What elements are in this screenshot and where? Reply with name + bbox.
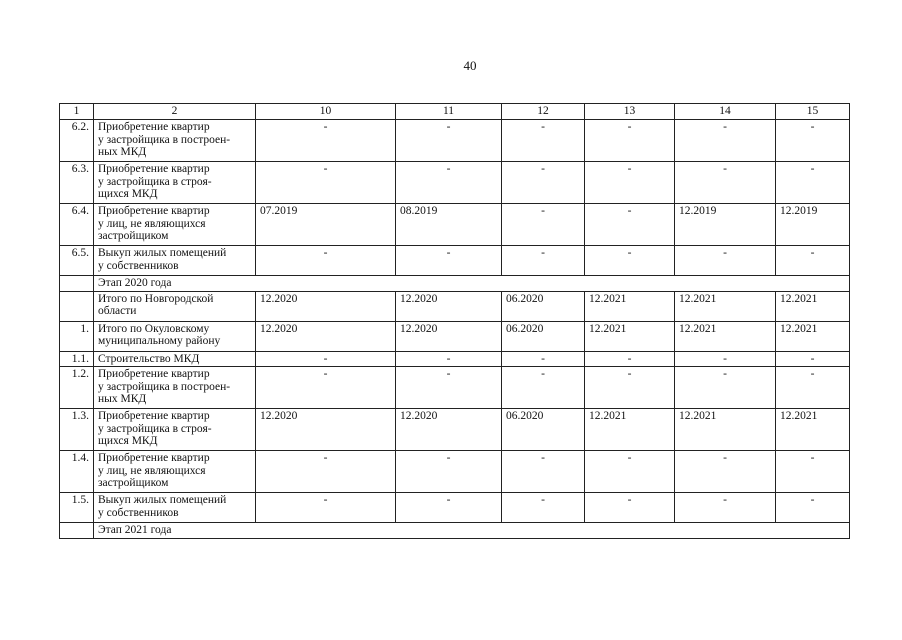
value-cell: - [585,162,675,204]
stage-label: Этап 2021 года [94,523,850,539]
row-label: Выкуп жилых помещений у собственников [94,246,256,276]
row-number: 1.5. [60,493,94,523]
value-cell: 12.2020 [256,409,396,451]
value-cell: - [396,367,502,409]
table-row [60,451,850,493]
value-cell: - [585,120,675,162]
value-cell: 12.2020 [396,321,502,351]
table-row [60,493,850,523]
value-cell: 12.2021 [776,409,850,451]
value-cell: - [776,367,850,409]
column-header: 14 [675,104,776,120]
value-cell: - [675,367,776,409]
value-cell: - [675,120,776,162]
row-label: Итого по Окуловскому муниципальному району [94,321,256,351]
value-cell: - [675,162,776,204]
value-cell: - [585,204,675,246]
value-cell: - [585,246,675,276]
value-cell: - [675,351,776,367]
value-cell: 06.2020 [502,291,585,321]
resettlement-schedule-table [59,103,850,539]
value-cell: - [776,162,850,204]
value-cell: - [256,493,396,523]
row-label: Приобретение квартир у застройщика в строя- щихся МКД [94,409,256,451]
row-label: Итого по Новгородской области [94,291,256,321]
value-cell: 12.2019 [776,204,850,246]
value-cell: - [256,246,396,276]
value-cell: - [585,451,675,493]
value-cell: 12.2021 [675,409,776,451]
value-cell: - [585,493,675,523]
table-row [60,367,850,409]
stage-label: Этап 2020 года [94,276,850,292]
stage-row [60,276,850,292]
value-cell: - [396,351,502,367]
value-cell: - [256,351,396,367]
row-label: Приобретение квартир у застройщика в построен- ных МКД [94,367,256,409]
value-cell: - [502,204,585,246]
value-cell: 12.2021 [776,321,850,351]
value-cell: - [776,451,850,493]
value-cell: - [396,120,502,162]
row-label: Приобретение квартир у лиц, не являющихся застройщиком [94,204,256,246]
value-cell: - [585,367,675,409]
value-cell: 12.2020 [396,409,502,451]
value-cell: 12.2021 [585,291,675,321]
row-number: 1.2. [60,367,94,409]
value-cell: - [256,162,396,204]
value-cell: 06.2020 [502,321,585,351]
table-row [60,291,850,321]
row-number [60,291,94,321]
table-row [60,351,850,367]
value-cell: - [396,493,502,523]
value-cell: 07.2019 [256,204,396,246]
value-cell: 06.2020 [502,409,585,451]
value-cell: - [502,246,585,276]
value-cell: 12.2020 [256,321,396,351]
table-row [60,162,850,204]
column-header: 2 [94,104,256,120]
value-cell: 12.2021 [585,409,675,451]
row-number: 6.4. [60,204,94,246]
value-cell: - [502,351,585,367]
row-number: 1.1. [60,351,94,367]
row-number: 6.2. [60,120,94,162]
row-label: Приобретение квартир у лиц, не являющихся застройщиком [94,451,256,493]
row-number: 1. [60,321,94,351]
value-cell: - [776,351,850,367]
row-label: Строительство МКД [94,351,256,367]
table-row [60,409,850,451]
value-cell: 12.2021 [776,291,850,321]
value-cell: 12.2021 [675,291,776,321]
table-row [60,246,850,276]
header-row [60,104,850,120]
row-number: 1.4. [60,451,94,493]
stage-num-cell [60,523,94,539]
column-header: 10 [256,104,396,120]
row-number: 1.3. [60,409,94,451]
value-cell: 12.2021 [585,321,675,351]
table-row [60,120,850,162]
value-cell: - [585,351,675,367]
value-cell: - [675,246,776,276]
value-cell: 12.2019 [675,204,776,246]
value-cell: 12.2020 [396,291,502,321]
column-header: 11 [396,104,502,120]
value-cell: - [396,162,502,204]
value-cell: - [502,367,585,409]
value-cell: - [675,493,776,523]
value-cell: - [502,451,585,493]
column-header: 12 [502,104,585,120]
row-label: Выкуп жилых помещений у собственников [94,493,256,523]
table-row [60,204,850,246]
stage-row [60,523,850,539]
value-cell: - [502,120,585,162]
value-cell: 12.2021 [675,321,776,351]
row-label: Приобретение квартир у застройщика в построен- ных МКД [94,120,256,162]
table-row [60,321,850,351]
row-label: Приобретение квартир у застройщика в строя- щихся МКД [94,162,256,204]
value-cell: 12.2020 [256,291,396,321]
value-cell: - [256,120,396,162]
value-cell: - [776,493,850,523]
value-cell: - [502,162,585,204]
value-cell: - [256,367,396,409]
column-header: 1 [60,104,94,120]
value-cell: - [396,246,502,276]
column-header: 15 [776,104,850,120]
value-cell: - [396,451,502,493]
value-cell: - [776,246,850,276]
row-number: 6.3. [60,162,94,204]
value-cell: 08.2019 [396,204,502,246]
column-header: 13 [585,104,675,120]
value-cell: - [256,451,396,493]
value-cell: - [675,451,776,493]
value-cell: - [502,493,585,523]
row-number: 6.5. [60,246,94,276]
stage-num-cell [60,276,94,292]
page-number: 40 [463,58,477,73]
value-cell: - [776,120,850,162]
